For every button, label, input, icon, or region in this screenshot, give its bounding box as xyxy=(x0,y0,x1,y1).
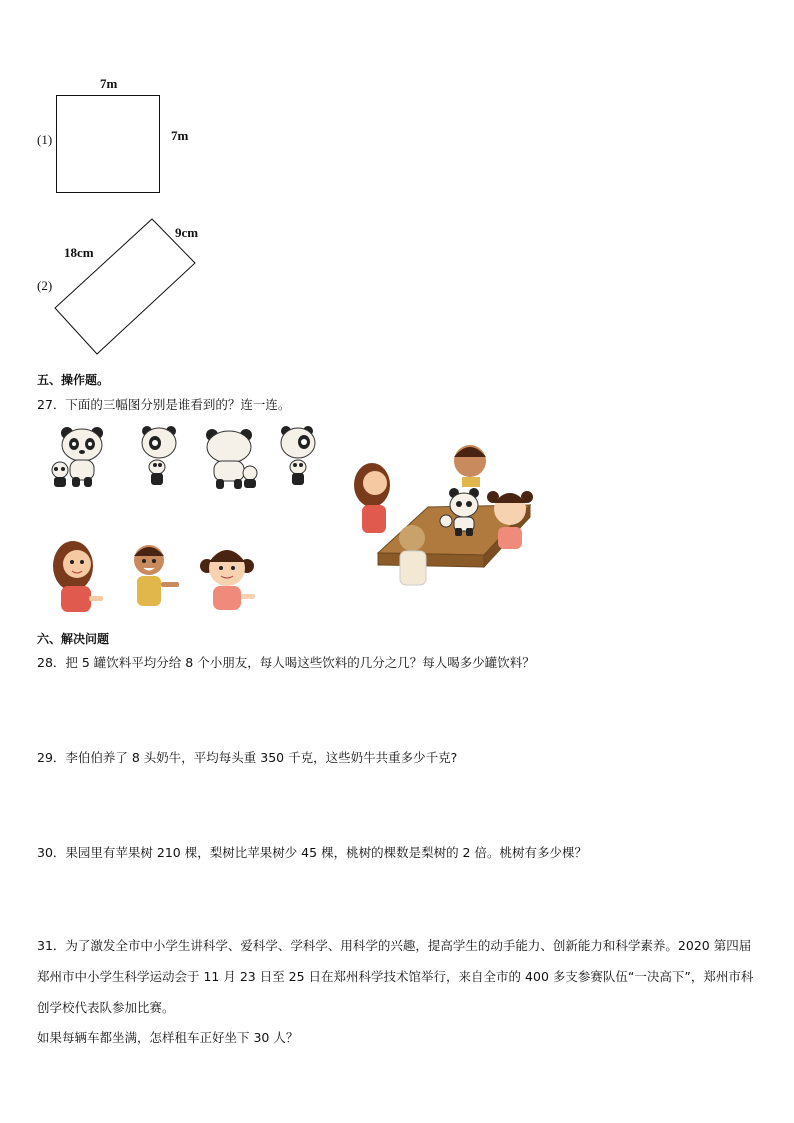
figure1-label: (1) xyxy=(37,132,53,147)
question-30: 30．果园里有苹果树 210 棵，梨树比苹果树少 45 棵，桃树的棵数是梨树的 2 倍。桃树有多少棵？ xyxy=(37,845,587,860)
panda-views-row xyxy=(50,425,330,495)
figure1-right-dimension: 7m xyxy=(171,128,189,143)
figure2-long-dimension: 18cm xyxy=(64,245,94,260)
figure2-short-dimension: 9cm xyxy=(175,225,199,240)
question-27: 27．下面的三幅图分别是谁看到的？连一连。 xyxy=(37,397,291,412)
scene-illustration xyxy=(350,435,540,595)
question-28: 28．把 5 罐饮料平均分给 8 个小朋友，每人喝这些饮料的几分之几？每人喝多少罐饮料？ xyxy=(37,655,535,670)
section-heading-6: 六、解决问题 xyxy=(37,632,110,646)
question-31-paragraph: 31．为了激发全市中小学生讲科学、爱科学、学科学、用科学的兴趣，提高学生的动手能力、创新能力和科学素养。2020 第四届郑州市中小学生科学运动会于 11 月 23 日至 25 日在郑州科学技术馆举行，来自全市的 400 多支参赛队伍“一决高下”，郑州市科创学校代表队参加比赛。 xyxy=(37,938,754,1015)
girl-long-hair-icon xyxy=(53,541,103,612)
rectangle-shape xyxy=(0,0,794,400)
question-29: 29．李伯伯养了 8 头奶牛，平均每头重 350 千克，这些奶牛共重多少千克? xyxy=(37,750,458,765)
panda-side-view-right-icon xyxy=(281,426,315,485)
figure1-top-dimension: 7m xyxy=(100,76,118,91)
panda-back-view-icon xyxy=(206,429,257,489)
boy-icon xyxy=(134,545,179,606)
panda-side-view-left-icon xyxy=(142,426,176,485)
section-heading-5: 五、操作题。 xyxy=(37,373,110,387)
panda-front-view-icon xyxy=(52,427,103,487)
girl-pigtails-icon xyxy=(200,550,255,610)
children-row xyxy=(45,540,260,615)
question-31-question: 如果每辆车都坐满，怎样租车正好坐下 30 人？ xyxy=(37,1030,299,1045)
figure2-label: (2) xyxy=(37,278,53,293)
